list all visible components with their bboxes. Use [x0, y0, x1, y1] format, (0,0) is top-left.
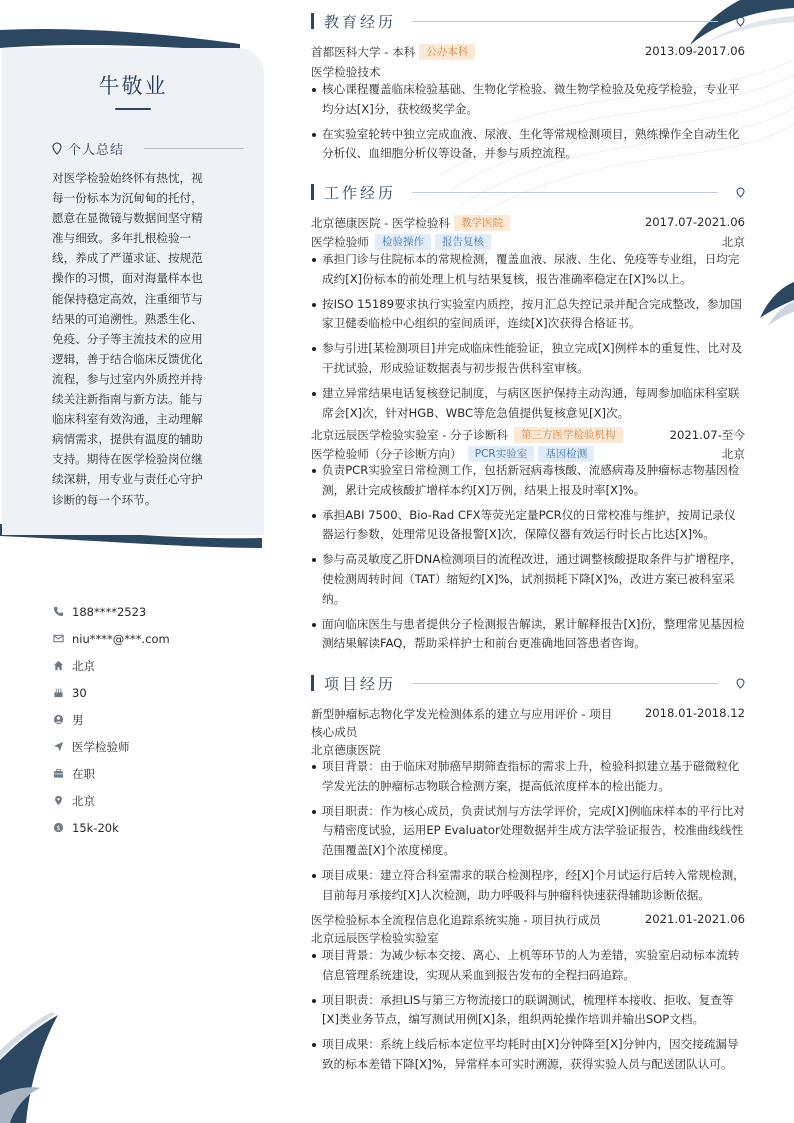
project-org: 北京远辰医学检验实验室	[311, 931, 439, 945]
skill-tag: 基因检测	[538, 446, 594, 462]
sidebar	[0, 0, 272, 1123]
home-icon	[52, 660, 64, 672]
project-bullets	[311, 946, 745, 1080]
section-title: 项目经历	[324, 674, 397, 693]
contact-position	[52, 733, 252, 760]
job-bullets	[311, 250, 745, 428]
company-tag: 第三方医学检验机构	[514, 427, 623, 443]
list-item: 项目背景：由于临床对肺癌早期筛查指标的需求上升，检验科拟建立基于磁微粒化学发光法的肿瘤标志物联合检测方案，提高低浓度样本的检出能力。	[311, 757, 745, 797]
section-bar	[311, 13, 314, 29]
section-title: 教育经历	[324, 12, 397, 31]
school-name: 首都医科大学 - 本科	[311, 45, 416, 59]
candidate-name: 牛敬业	[98, 74, 168, 98]
job-role: 医学检验师	[311, 235, 369, 249]
job-date: 2021.07-至今	[669, 428, 745, 442]
summary-divider	[144, 148, 244, 149]
list-item: 承担门诊与住院标本的常规检测，覆盖血液、尿液、生化、免疫等专业组，日均完成约[X]份标本的前处理上机与结果复核，报告准确率稳定在[X]%以上。	[311, 250, 745, 290]
salary-icon	[52, 822, 64, 834]
summary-heading	[52, 139, 124, 158]
briefcase-icon	[52, 768, 64, 780]
phone-icon	[52, 606, 64, 618]
contact-value: 15k-20k	[72, 820, 119, 835]
section-rule	[412, 21, 718, 22]
contact-age	[52, 679, 252, 706]
name-underline	[115, 108, 151, 110]
contact-status	[52, 760, 252, 787]
project-header	[311, 912, 745, 928]
project-org: 北京德康医院	[311, 743, 381, 757]
list-item: 项目背景：为减少标本交接、离心、上机等环节的人为差错，实验室启动标本流转信息管理系统建设，实现从采血到报告发布的全程扫码追踪。	[311, 946, 745, 986]
company-name: 北京德康医院 - 医学检验科	[311, 216, 451, 230]
project-name: 新型肿瘤标志物化学发光检测体系的建立与应用评价 - 项目	[311, 707, 613, 721]
skill-tag: PCR实验室	[468, 446, 534, 462]
job-role-row	[311, 234, 745, 250]
contact-salary	[52, 814, 252, 841]
section-rule	[412, 192, 718, 193]
contact-gender	[52, 706, 252, 733]
contact-email	[52, 625, 252, 652]
section-bar	[311, 184, 314, 200]
education-bullets	[311, 80, 745, 169]
list-item: 参与引进[某检测项目]并完成临床性能验证，独立完成[X]例样本的重复性、比对及干扰试验，形成验证数据表与初步报告供科室审核。	[311, 339, 745, 379]
job-date: 2017.07-2021.06	[644, 215, 745, 229]
list-item: 项目职责：作为核心成员，负责试剂与方法学评价，完成[X]例临床样本的平行比对与精密度试验，运用EP Evaluator处理数据并生成方法学验证报告，校准曲线线性范围覆盖[X]个浓度梯度。	[311, 802, 745, 861]
project-date: 2018.01-2018.12	[644, 706, 745, 720]
company-tag: 教学医院	[454, 215, 510, 231]
location-pin-icon	[736, 187, 745, 198]
summary-text: 对医学检验始终怀有热忱，视每一份标本为沉甸甸的托付，愿意在显微镜与数据间坚守精准与细致。多年扎根检验一线，养成了严谨求证、按规范操作的习惯，面对海量样本也能保持稳定高效，注重细节与结果的可追溯性。熟悉生化、免疫、分子等主流技术的应用逻辑，善于结合临床反馈优化流程，参与过室内外质控并持续关注新指南与新方法。能与临床科室有效沟通，主动理解病情需求，提供有温度的辅助支持。期待在医学检验岗位继续深耕，用专业与责任心守护诊断的每一个环节。	[52, 171, 203, 507]
major-name: 医学检验技术	[311, 65, 381, 79]
project-name: 医学检验标本全流程信息化追踪系统实施 - 项目执行成员	[311, 913, 601, 927]
contact-phone	[52, 598, 252, 625]
summary-title: 个人总结	[68, 143, 125, 158]
skill-tag: 检验操作	[375, 234, 431, 250]
contact-value: 北京	[72, 793, 95, 808]
section-rule	[412, 683, 718, 684]
contact-location	[52, 787, 252, 814]
work-heading	[311, 182, 745, 202]
projects-heading	[311, 673, 745, 693]
job-header	[311, 215, 745, 231]
list-item: 面向临床医生与患者提供分子检测报告解读，累计解释报告[X]份，整理常见基因检测结果解读FAQ，帮助采样护士和前台更准确地回答患者咨询。	[311, 615, 745, 655]
project-org-row	[311, 742, 745, 758]
major-row	[311, 64, 745, 80]
contact-value: 男	[72, 712, 84, 727]
education-row	[311, 44, 745, 60]
contact-home	[52, 652, 252, 679]
school-tag: 公办本科	[419, 44, 475, 60]
education-heading	[311, 11, 745, 31]
location-icon	[52, 795, 64, 807]
contact-value: 北京	[72, 658, 95, 673]
mail-icon	[52, 633, 64, 645]
company-name: 北京远辰医学检验实验室 - 分子诊断科	[311, 428, 509, 442]
education-date: 2013.09-2017.06	[644, 44, 745, 58]
contact-value: niu****@***.com	[72, 631, 170, 646]
job-city: 北京	[721, 235, 745, 249]
list-item: 项目成果：建立符合科室需求的联合检测程序，经[X]个月试运行后转入常规检测，目前每月承接约[X]人次检测，助力呼吸科与肿瘤科快速获得辅助诊断依据。	[311, 866, 745, 906]
svg-text:$: $	[55, 823, 61, 832]
project-header	[311, 706, 745, 722]
job-role: 医学检验师（分子诊断方向）	[311, 447, 462, 461]
list-item: 承担ABI 7500、Bio-Rad CFX等荧光定量PCR仪的日常校准与维护，按周记录仪器运行参数，处理常见设备报警[X]次，保障仪器有效运行时长占比达[X]%。	[311, 506, 745, 546]
location-pin-icon	[736, 16, 745, 27]
project-role: 核心成员	[311, 725, 358, 739]
send-icon	[52, 741, 64, 753]
section-bar	[311, 675, 314, 691]
skill-tag: 报告复核	[435, 234, 491, 250]
contact-value: 30	[72, 685, 87, 700]
project-bullets	[311, 757, 745, 911]
contact-value: 在职	[72, 766, 95, 781]
list-item: 负责PCR实验室日常检测工作，包括新冠病毒核酸、流感病毒及肿瘤标志物基因检测，累计完成核酸扩增样本约[X]万例，结果上报及时率[X]%。	[311, 461, 745, 501]
project-role-row	[311, 724, 745, 740]
job-city: 北京	[721, 447, 745, 461]
section-title: 工作经历	[324, 183, 397, 202]
contact-list	[52, 598, 252, 841]
list-item: 按ISO 15189要求执行实验室内质控，按月汇总失控记录并配合完成整改，参加国家卫健委临检中心组织的室间质评，连续[X]次获得合格证书。	[311, 295, 745, 335]
contact-value: 医学检验师	[72, 739, 130, 754]
project-date: 2021.01-2021.06	[644, 912, 745, 926]
project-org-row	[311, 930, 745, 946]
age-icon	[52, 687, 64, 699]
gender-icon	[52, 714, 64, 726]
job-role-row	[311, 446, 745, 462]
list-item: 在实验室轮转中独立完成血液、尿液、生化等常规检测项目，熟练操作全自动生化分析仪、血细胞分析仪等设备，并参与质控流程。	[311, 125, 745, 165]
location-pin-icon	[736, 678, 745, 689]
job-bullets	[311, 461, 745, 659]
list-item: 项目成果：系统上线后标本定位平均耗时由[X]分钟降至[X]分钟内，因交接疏漏导致的标本差错下降[X]%，异常样本可实时溯源，获得实验人员与配送团队认可。	[311, 1035, 745, 1075]
list-item: 参与高灵敏度乙肝DNA检测项目的流程改进，通过调整核酸提取条件与扩增程序，使检测周转时间（TAT）缩短约[X]%，试剂损耗下降[X]%，改进方案已被科室采纳。	[311, 550, 745, 609]
job-header	[311, 427, 745, 443]
list-item: 项目职责：承担LIS与第三方物流接口的联调测试，梳理样本接收、拒收、复查等[X]类业务节点，编写测试用例[X]条，组织两轮操作培训并输出SOP文档。	[311, 991, 745, 1031]
list-item: 核心课程覆盖临床检验基础、生物化学检验、微生物学检验及免疫学检验，专业平均分达[X]分，获校级奖学金。	[311, 80, 745, 120]
location-pin-icon	[52, 142, 62, 155]
contact-value: 188****2523	[72, 604, 147, 619]
list-item: 建立异常结果电话复核登记制度，与病区医护保持主动沟通，每周参加临床科室联席会[X]次，针对HGB、WBC等危急值提供复核意见[X]次。	[311, 384, 745, 424]
